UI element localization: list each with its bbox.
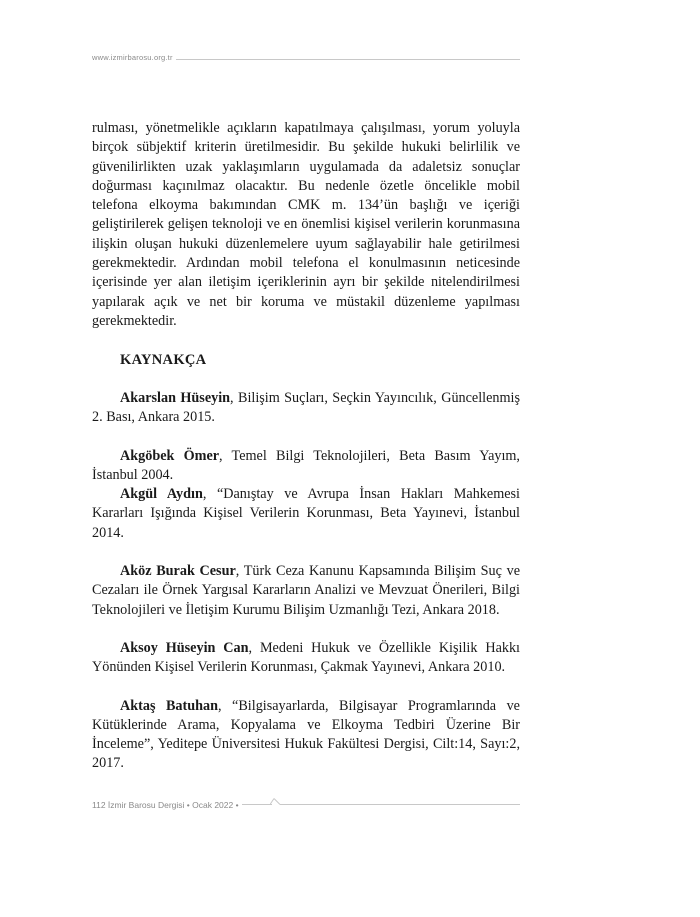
reference-author: Aktaş Batuhan bbox=[120, 697, 219, 714]
reference-list bbox=[92, 389, 520, 774]
reference-author: Akgül Aydın bbox=[120, 486, 203, 503]
reference-item bbox=[92, 447, 520, 486]
reference-author: Aksoy Hüseyin Can bbox=[120, 639, 249, 656]
reference-author: Akarslan Hüseyin bbox=[120, 390, 231, 406]
reference-item bbox=[92, 639, 520, 678]
reference-text: , Türk Ceza Kanunu Kapsamında Bilişim Suç ve Cezaları ile Örnek Yargısal Kararların Analizi ve Mevzuat Önerileri, Bilgi Teknolojileri ve İletişim Kurumu Bilişim Uzmanlığı Tezi, Ankara 2018. bbox=[92, 563, 520, 618]
reference-text: , Temel Bilgi Teknolojileri, Beta Basım Yayım, İstanbul 2004. bbox=[92, 447, 520, 483]
reference-item bbox=[92, 485, 520, 543]
body-paragraph: rulması, yönetmelikle açıkların kapatılmaya çalışılması, yorum yoluyla birçok sübjektif kriterin üretilmesidir. Bu şekilde hukuki belirlilik ve güvenilirlikten uzak yaklaşımların uygulamada da adaletsiz sonuçlar doğurması kaçınılmaz olacaktır. Bu nedenle özetle öncelikle mobil telefona elkoyma bakımından CMK m. 134’ün başlığı ve içeriği geliştirilerek gelişen teknoloji ve en önemlisi kişisel verilerin korunmasına ilişkin oluşan hukuki düzenlemelere uyum sağlayabilir hale getirilmesi gerekmektedir. Ardından mobil telefona el konulmasının neticesinde içerisinde yer alan iletişim içeriklerinin ayrı bir şekilde nitelendirilmesi yapılarak açık ve net bir koruma ve müstakil düzenleme yapılması gerekmektedir. bbox=[92, 120, 520, 329]
header-url: www.izmirbarosu.org.tr bbox=[92, 53, 176, 62]
references-heading: KAYNAKÇA bbox=[120, 352, 207, 368]
reference-item bbox=[92, 697, 520, 774]
reference-item bbox=[92, 562, 520, 620]
reference-item bbox=[92, 389, 520, 428]
footer-text: 112 İzmir Barosu Dergisi • Ocak 2022 • bbox=[92, 800, 242, 810]
reference-text: , Medeni Hukuk ve Özellikle Kişilik Hakkı Yönünden Kişisel Verilerin Korunması, Çakmak Yayınevi, Ankara 2010. bbox=[92, 639, 520, 676]
reference-text: , “Bilgisayarlarda, Bilgisayar Programlarında ve Kütüklerinde Arama, Kopyalama ve Elkoyma Tedbiri Üzerine Bir İnceleme”, Yeditepe Üniversitesi Hukuk Fakültesi Dergisi, Cilt:14, Sayı:2, 2017. bbox=[92, 697, 520, 772]
reference-text: , “Danıştay ve Avrupa İnsan Hakları Mahkemesi Kararları Işığında Kişisel Verilerin Korunması, Beta Yayınevi, İstanbul 2014. bbox=[92, 486, 520, 541]
reference-text: , Bilişim Suçları, Seçkin Yayıncılık, Güncellenmiş 2. Bası, Ankara 2015. bbox=[92, 390, 520, 426]
page-footer bbox=[92, 798, 520, 812]
footer-rule-right bbox=[280, 804, 520, 805]
page-header bbox=[92, 53, 520, 65]
reference-author: Aköz Burak Cesur bbox=[120, 563, 236, 580]
reference-author: Akgöbek Ömer bbox=[120, 447, 220, 464]
